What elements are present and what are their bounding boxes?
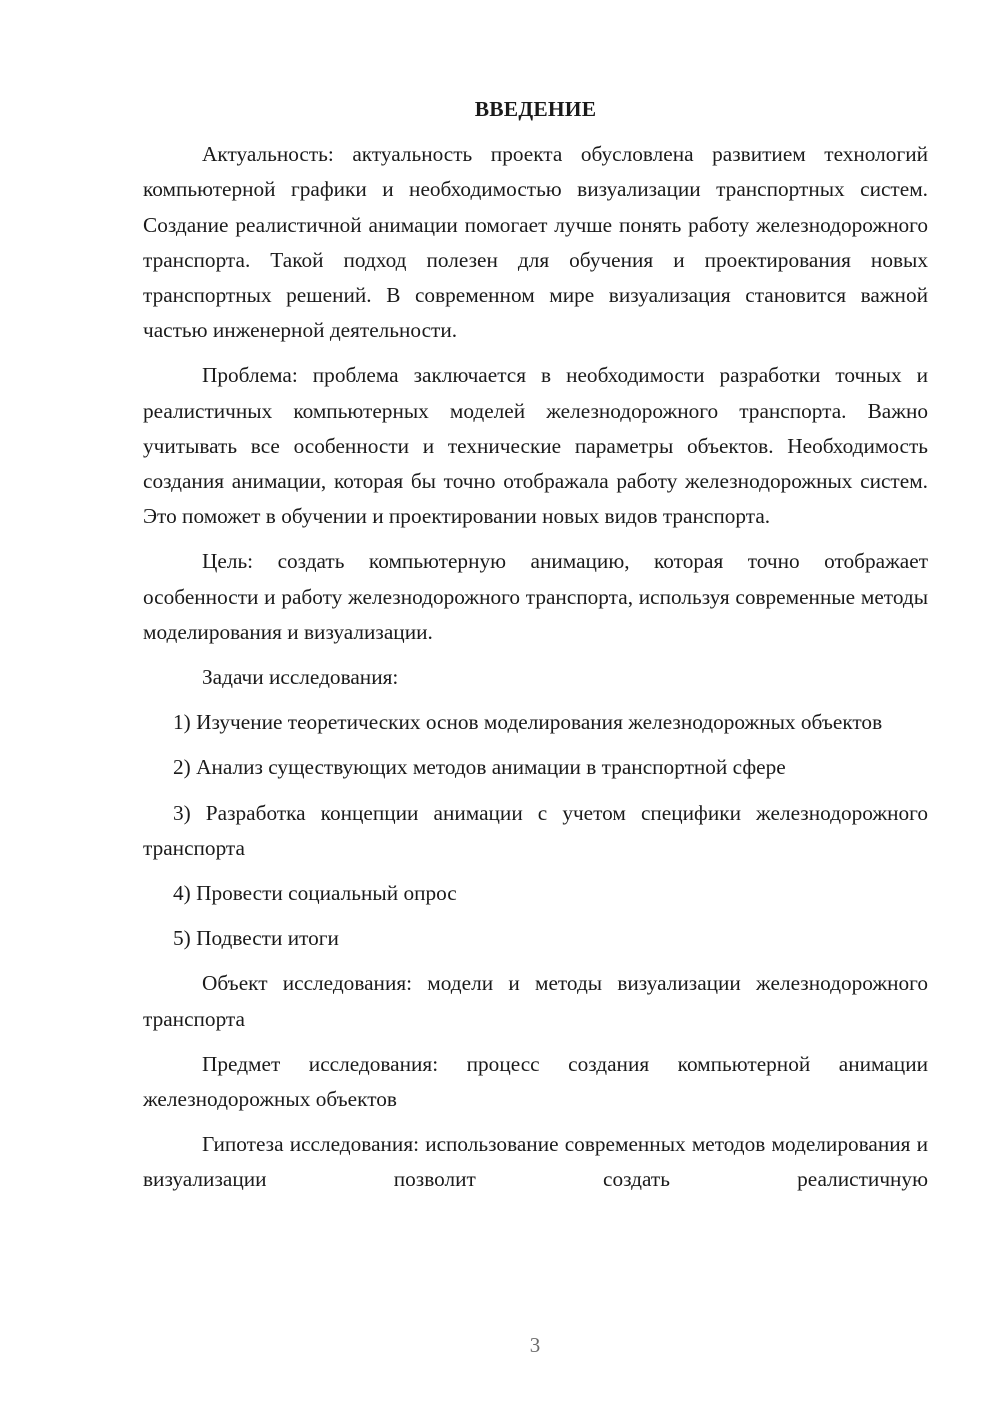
task-item-4: 4) Провести социальный опрос xyxy=(173,881,457,906)
paragraph-problem: Проблема: проблема заключается в необходимости разработки точных и реалистичных компьютерных моделей железнодорожного транспорта. Важно учитывать все особенности и технические параметры объектов. Необходимость создания анимации, которая бы точно отображала работу железнодорожных систем. Это поможет в обучении и проектировании новых видов транспорта. xyxy=(143,363,928,529)
page-number: 3 xyxy=(529,1333,541,1357)
tasks-list xyxy=(143,705,928,956)
paragraph-hypothesis: Гипотеза исследования: использование современных методов моделирования и визуализации позволит создать реалистичную xyxy=(143,1132,928,1192)
tasks-heading: Задачи исследования: xyxy=(202,665,399,690)
task-item-2: 2) Анализ существующих методов анимации в транспортной сфере xyxy=(173,755,786,780)
paragraph-object: Объект исследования: модели и методы визуализации железнодорожного транспорта xyxy=(143,971,928,1031)
task-item-5: 5) Подвести итоги xyxy=(173,926,339,951)
section-title: ВВЕДЕНИЕ xyxy=(474,97,597,121)
paragraph-subject: Предмет исследования: процесс создания компьютерной анимации железнодорожных объектов xyxy=(143,1051,928,1112)
task-item-1: 1) Изучение теоретических основ моделирования железнодорожных объектов xyxy=(173,710,883,735)
document-page xyxy=(143,92,928,1208)
paragraph-relevance: Актуальность: актуальность проекта обусловлена развитием технологий компьютерной графики и необходимостью визуализации транспортных систем. Создание реалистичной анимации помогает лучше понять работу железнодорожного транспорта. Такой подход полезен для обучения и проектирования новых транспортных решений. В современном мире визуализация становится важной частью инженерной деятельности. xyxy=(143,142,928,343)
paragraph-goal: Цель: создать компьютерную анимацию, которая точно отображает особенности и работу железнодорожного транспорта, используя современные методы моделирования и визуализации. xyxy=(143,549,928,644)
task-item-3: 3) Разработка концепции анимации с учетом специфики железнодорожного транспорта xyxy=(143,800,928,860)
